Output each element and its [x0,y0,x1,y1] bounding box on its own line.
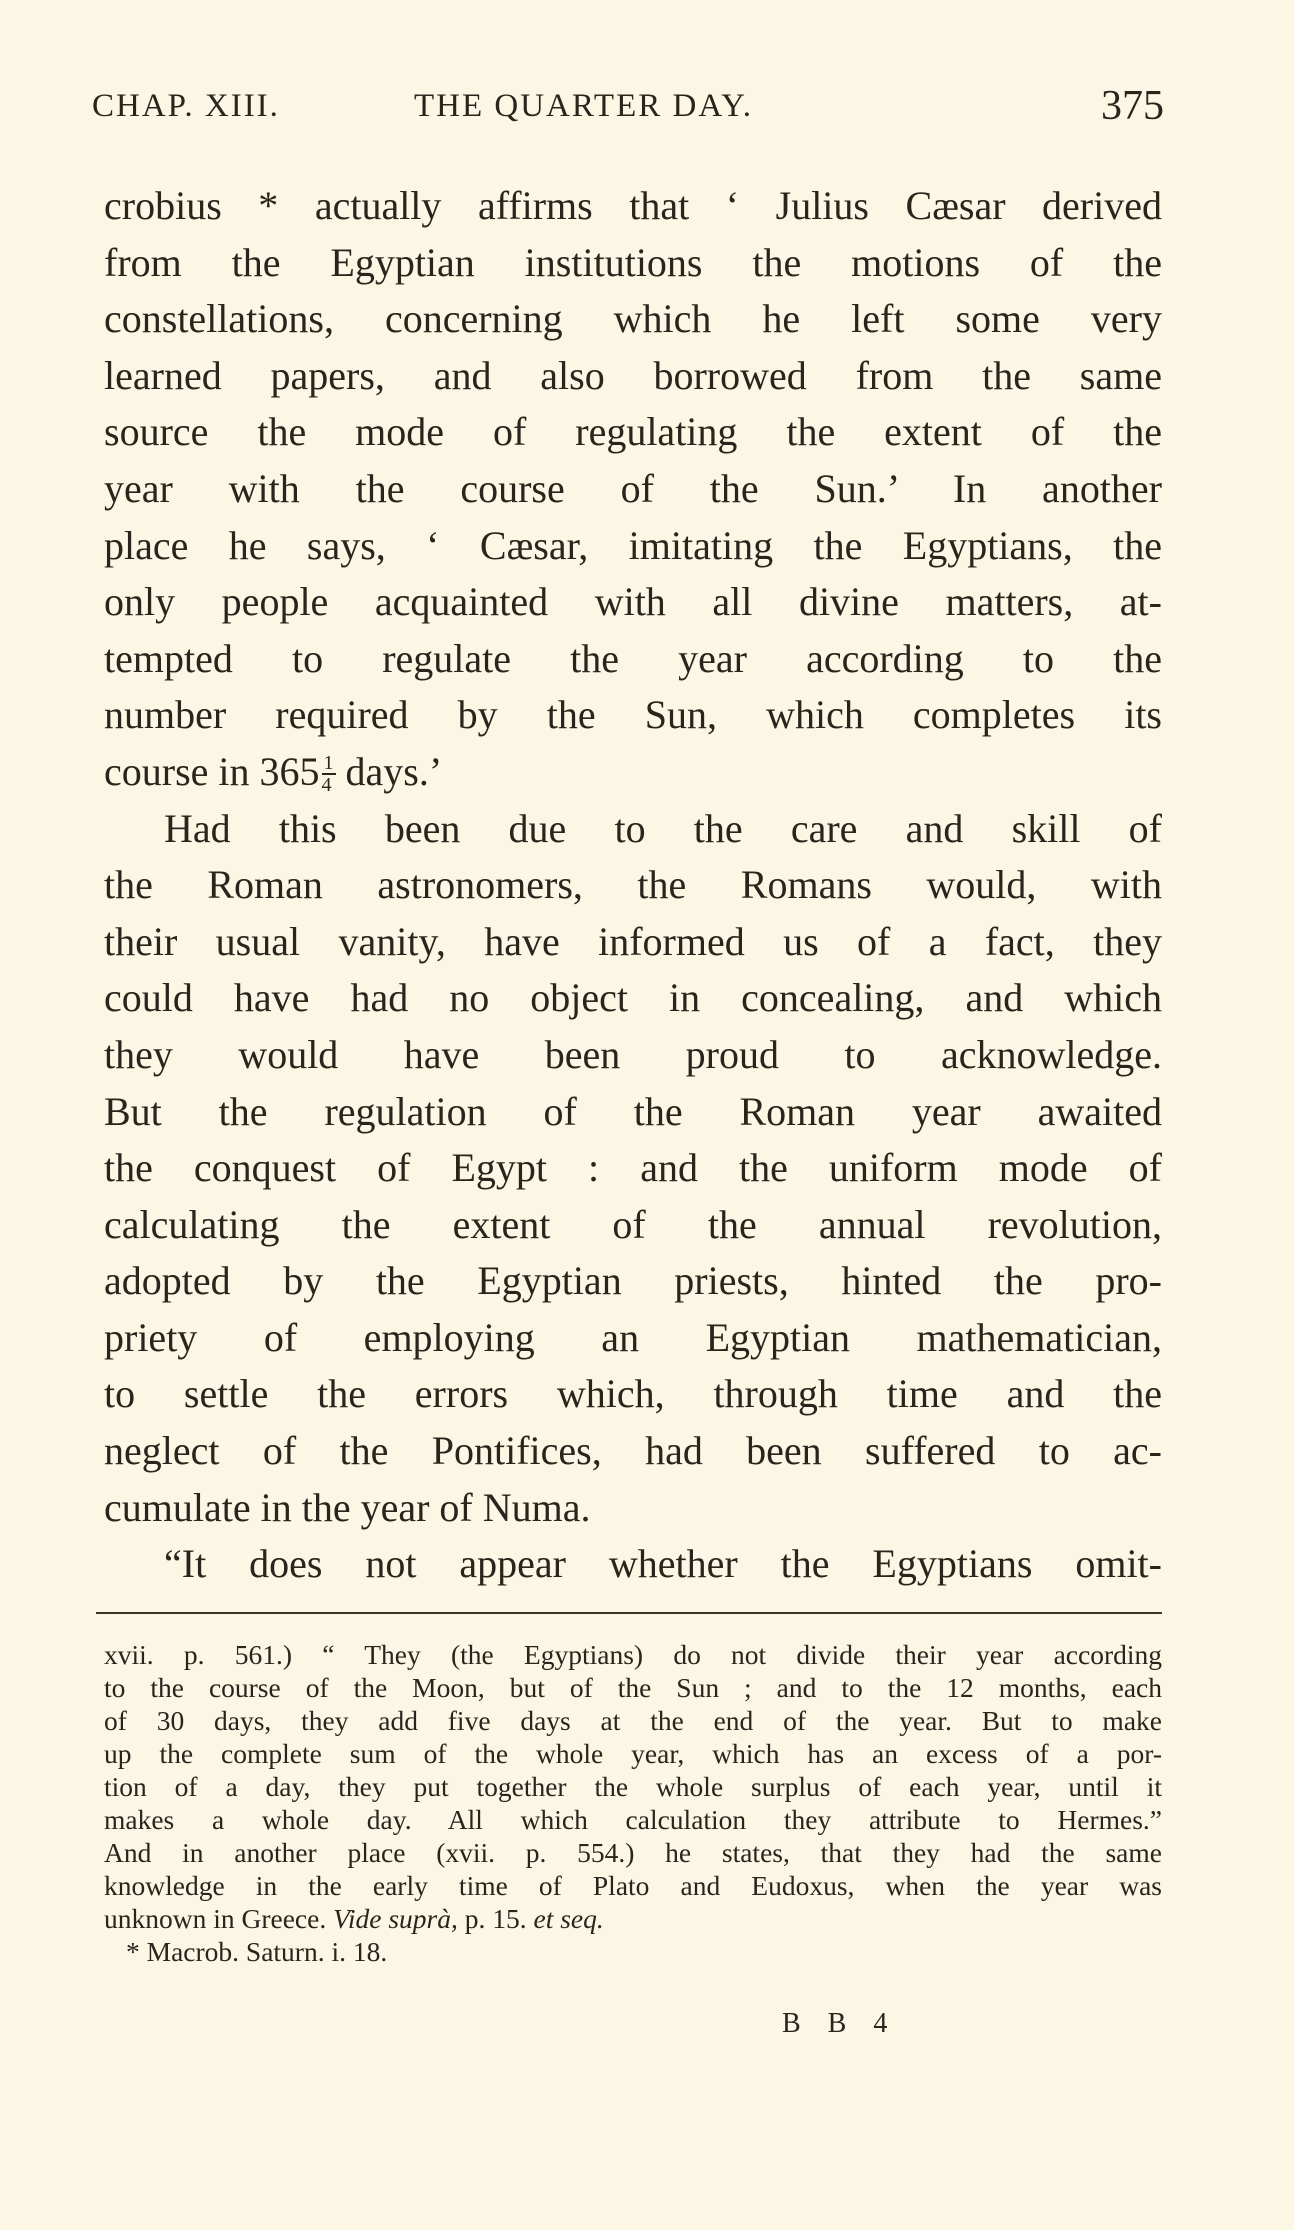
text-line: crobius * actually affirms that ‘ Julius Cæsar derived [104,183,1162,228]
footnote-line: to the course of the Moon, but of the Sun ; and to the 12 months, each [104,1672,1162,1703]
fraction-line-after: days.’ [335,748,443,794]
running-title: THE QUARTER DAY. [414,88,753,124]
footnote-line: And in another place (xvii. p. 554.) he states, that they had the same [104,1837,1162,1868]
text-line: constellations, concerning which he left some very [104,296,1162,342]
text-line: calculating the extent of the annual revolution, [104,1201,1162,1247]
text-line: source the mode of regulating the extent of the [104,409,1162,455]
text-line: the Roman astronomers, the Romans would, with [104,862,1162,908]
text-line: year with the course of the Sun.’ In another [104,465,1162,511]
text-line: priety of employing an Egyptian mathematician, [104,1314,1162,1360]
footnote-line: up the complete sum of the whole year, which has an excess of a por- [104,1738,1162,1769]
footnote-divider [96,1612,1162,1614]
text-line: they would have been proud to acknowledge. [104,1031,1162,1077]
page-number: 375 [1101,83,1164,129]
text-line: only people acquainted with all divine matters, at- [104,579,1162,625]
running-header [92,83,1164,129]
text-line: from the Egyptian institutions the motions of the [104,239,1162,285]
text-line: learned papers, and also borrowed from the same [104,352,1162,398]
footnote-italic: et seq. [533,1903,604,1934]
footnote-macrob: * Macrob. Saturn. i. 18. [126,1936,388,1967]
footnote-line: of 30 days, they add five days at the end of the year. But to make [104,1705,1162,1736]
text-line-fraction [104,744,1162,801]
footnote-line: knowledge in the early time of Plato and Eudoxus, when the year was [104,1870,1162,1901]
footnote-line: tion of a day, they put together the whole surplus of each year, until it [104,1771,1162,1802]
fraction-numerator: 1 [323,751,334,774]
footnote-line: xvii. p. 561.) “ They (the Egyptians) do not divide their year according [104,1639,1162,1670]
footnote-text: p. 15. [457,1903,534,1934]
chapter-label: CHAP. XIII. [92,88,280,124]
paragraph-start: Had this been due to the care and skill of [164,805,1162,851]
text-line: could have had no object in concealing, and which [104,975,1162,1021]
text-line: adopted by the Egyptian priests, hinted the pro- [104,1258,1162,1304]
footnote-line [104,1902,1162,1935]
text-line: their usual vanity, have informed us of a fact, they [104,918,1162,964]
fraction-line-before: course in 365 [104,748,320,794]
paragraph-start: “It does not appear whether the Egyptians omit- [164,1541,1162,1587]
text-line: to settle the errors which, through time and the [104,1371,1162,1417]
text-line: number required by the Sun, which completes its [104,692,1162,738]
text-line: But the regulation of the Roman year awaited [104,1088,1162,1134]
footnote-text: unknown in Greece. [104,1903,334,1934]
footnotes [104,1638,1162,1968]
quarter-fraction [322,753,336,795]
footnote-italic: Vide suprà, [333,1903,458,1934]
text-line: tempted to regulate the year according to the [104,635,1162,681]
text-line: neglect of the Pontifices, had been suffered to ac- [104,1428,1162,1474]
fraction-denominator: 4 [321,773,332,796]
text-line: the conquest of Egypt : and the uniform mode of [104,1145,1162,1191]
text-line: cumulate in the year of Numa. [104,1484,591,1530]
signature-mark: B B 4 [782,2008,898,2039]
text-line: place he says, ‘ Cæsar, imitating the Egyptians, the [104,522,1162,568]
footnote-line: makes a whole day. All which calculation they attribute to Hermes.” [104,1804,1162,1835]
main-text [104,178,1162,1593]
